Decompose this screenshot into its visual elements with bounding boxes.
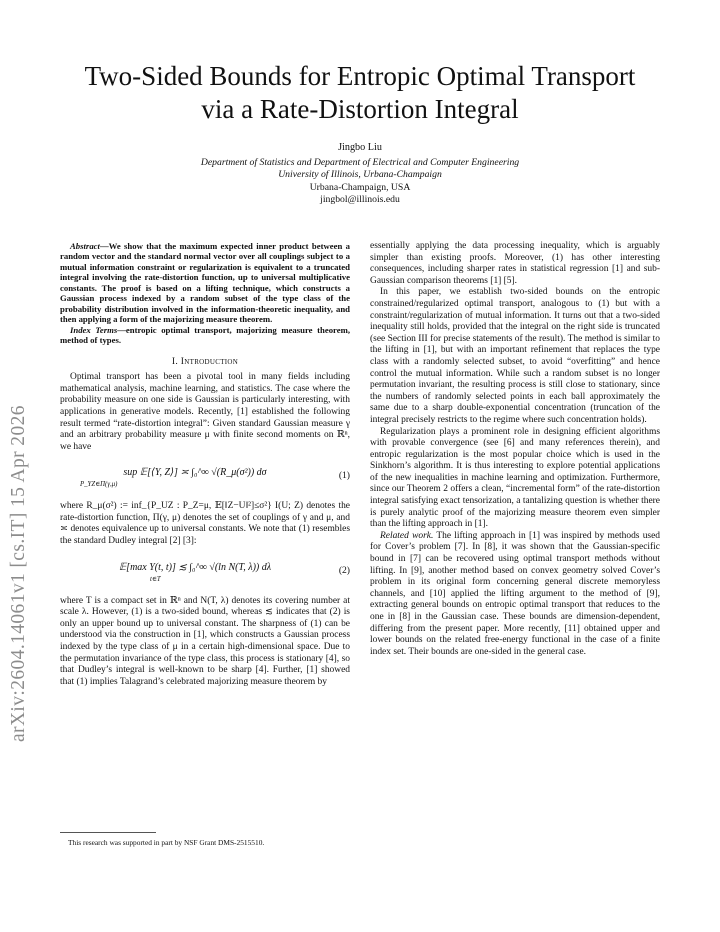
- index-terms-text: —entropic optimal transport, majorizing measure theorem, method of types.: [60, 324, 350, 346]
- abstract: [60, 241, 350, 325]
- equation-2-body: 𝔼[max Y(t, t)] ≲ ∫₀^∞ √(ln N(T, λ)) dλ: [118, 561, 272, 573]
- right-paragraph-3: Regularization plays a prominent role in designing efficient algorithms with provable convergence (see [6] and many references therein), and entropic regularization is the most popular choice which is used in the Sinkhorn’s algorithm. It is thus interesting to explore potential applications of the new inequalities in machine learning and optimization. Furthermore, since our Theorem 2 offers a clean, “incremental form” of the rate-distortion integral satisfying exact tensorization, a tantalizing question is whether there is purely analytic proof of the majorizing measure theorem even simpler than the lifting approach in [1].: [370, 426, 660, 530]
- related-work-text: The lifting approach in [1] was inspired by methods used for Cover’s problem [7]. In [8], it was shown that the Gaussian-specific bound in [7] can be recovered using optimal transport methods without lifting. In [9], another method based on convex geometry solved Cover’s problem in its original form concerning general discrete memoryless channels, and [10] applied the lifting argument to the method of [9], extracting general bounds on entropic optimal transport that reduces to the one in [8] in the Gaussian case. These bounds are dimension-dependent, differing from the present paper. More recently, [11] obtained upper and lower bounds on the related free-energy functional in the case of a finite index set. Their bounds are one-sided in the general case.: [370, 530, 660, 657]
- author-name: Jingbo Liu: [338, 142, 382, 153]
- author-affiliation-university: University of Illinois, Urbana-Champaign: [278, 169, 442, 180]
- author-block: [60, 142, 660, 207]
- arxiv-identifier: arXiv:2604.14061v1 [cs.IT] 15 Apr 2026: [8, 405, 29, 742]
- author-email: jingbol@illinois.edu: [320, 194, 400, 205]
- equation-1-subscript: P_YZ∈Π(γ,μ): [80, 481, 118, 489]
- title-line-2: via a Rate-Distortion Integral: [201, 94, 519, 124]
- intro-paragraph-1: Optimal transport has been a pivotal tool in many fields including mathematical analysis, machine learning, and statistics. The case where the probability measure on one side is Gaussian is particularly interesting, with applications in generative models. Recently, [1] established the following result termed “rate-distortion integral”: Given standard Gaussian measure γ and an arbitrary probability measure μ with finite second moments on ℝⁿ, we have: [60, 372, 350, 452]
- footnote-rule: [60, 832, 156, 833]
- equation-2-number: (2): [338, 564, 350, 576]
- author-affiliation-department: Department of Statistics and Department of Electrical and Computer Engineering: [200, 156, 520, 168]
- related-work-paragraph: [370, 531, 660, 659]
- equation-1-number: (1): [338, 470, 350, 482]
- paper-title: [40, 60, 680, 126]
- equation-1: [60, 457, 350, 497]
- author-location: Urbana-Champaign, USA: [309, 181, 411, 193]
- intro-paragraph-2: where R_μ(σ²) := inf_{P_UZ : P_Z=μ, 𝔼[‖Z−U‖²]≤σ²} I(U; Z) denotes the rate-distortion function, Π(γ, μ) denotes the set of couplings of γ and μ, and ≍ denotes equivalence up to universal constants. We note that (1) resembles the standard Dudley integral [2] [3]:: [60, 501, 350, 547]
- intro-paragraph-3: where T is a compact set in ℝⁿ and N(T, λ) denotes its covering number at scale λ. However, (1) is a two-sided bound, whereas ≲ indicates that (2) is only an upper bound up to universal constant. The sharpness of (1) can be understood via the construction in [1], which constructs a Gaussian process indexed by the type class of μ in a certain high-dimensional space. Due to the permutation invariance of the type class, this process is stationary [4], so that Dudley’s integral is well-known to be sharp [4]. Further, [1] showed that (1) implies Talagrand’s celebrated majorizing measure theorem by: [60, 595, 350, 687]
- section-heading-introduction: I. Introduction: [171, 355, 239, 367]
- footnote: This research was supported in part by NSF Grant DMS-2515510.: [68, 838, 265, 847]
- left-column: [60, 241, 350, 688]
- abstract-lead: Abstract: [70, 241, 100, 251]
- right-paragraph-2: In this paper, we establish two-sided bounds on the entropic constrained/regularized optimal transport, analogous to (1) but with a constraint/regularization of mutual information. It turns out that a two-sided inequality still holds, provided that the integral on the right side is truncated (see Section III for precise statements of the result). The method is similar to the lifting in [1], but with an important refinement that replaces the type class with a randomly selected subset, to avoid “overfitting” and hence control the mutual information. While such a random subset is no longer permutation invariant, the resulting process is still close to stationary, since the numbers of randomly selected points in each ball approximately the same due to a sharp double-exponential concentration (truncation of the integral precisely restricts to the regime where such concentration holds).: [370, 287, 660, 425]
- related-work-lead: Related work.: [380, 530, 434, 541]
- title-line-1: Two-Sided Bounds for Entropic Optimal Transport: [84, 61, 636, 91]
- equation-2-subscript: t∈T: [150, 575, 161, 583]
- equation-2: [60, 552, 350, 592]
- index-terms-lead: Index Terms: [70, 324, 118, 335]
- right-paragraph-1: essentially applying the data processing inequality, which is arguably simpler than existing proofs. Moreover, (1) has other interesting consequences, including sharper rates in statistical regression [1] and sub-Gaussian comparison theorems [1] [5].: [370, 241, 660, 286]
- equation-1-body: sup 𝔼[⟨Y, Z⟩] ≍ ∫₀^∞ √(R_μ(σ²)) dσ: [123, 467, 267, 479]
- right-column: [370, 241, 660, 658]
- index-terms: [60, 325, 350, 346]
- abstract-text: —We show that the maximum expected inner product between a random vector and the standard normal vector over all couplings subject to a mutual information constraint or regularization is equivalent to a truncated integral involving the rate-distortion function, up to universal multiplicative constants. The proof is based on a lifting technique, which constructs a Gaussian process indexed by a random subset of the type class of the probability distribution involved in the information-theoretic inequality, and then applying a form of the majorizing measure theorem.: [60, 241, 350, 325]
